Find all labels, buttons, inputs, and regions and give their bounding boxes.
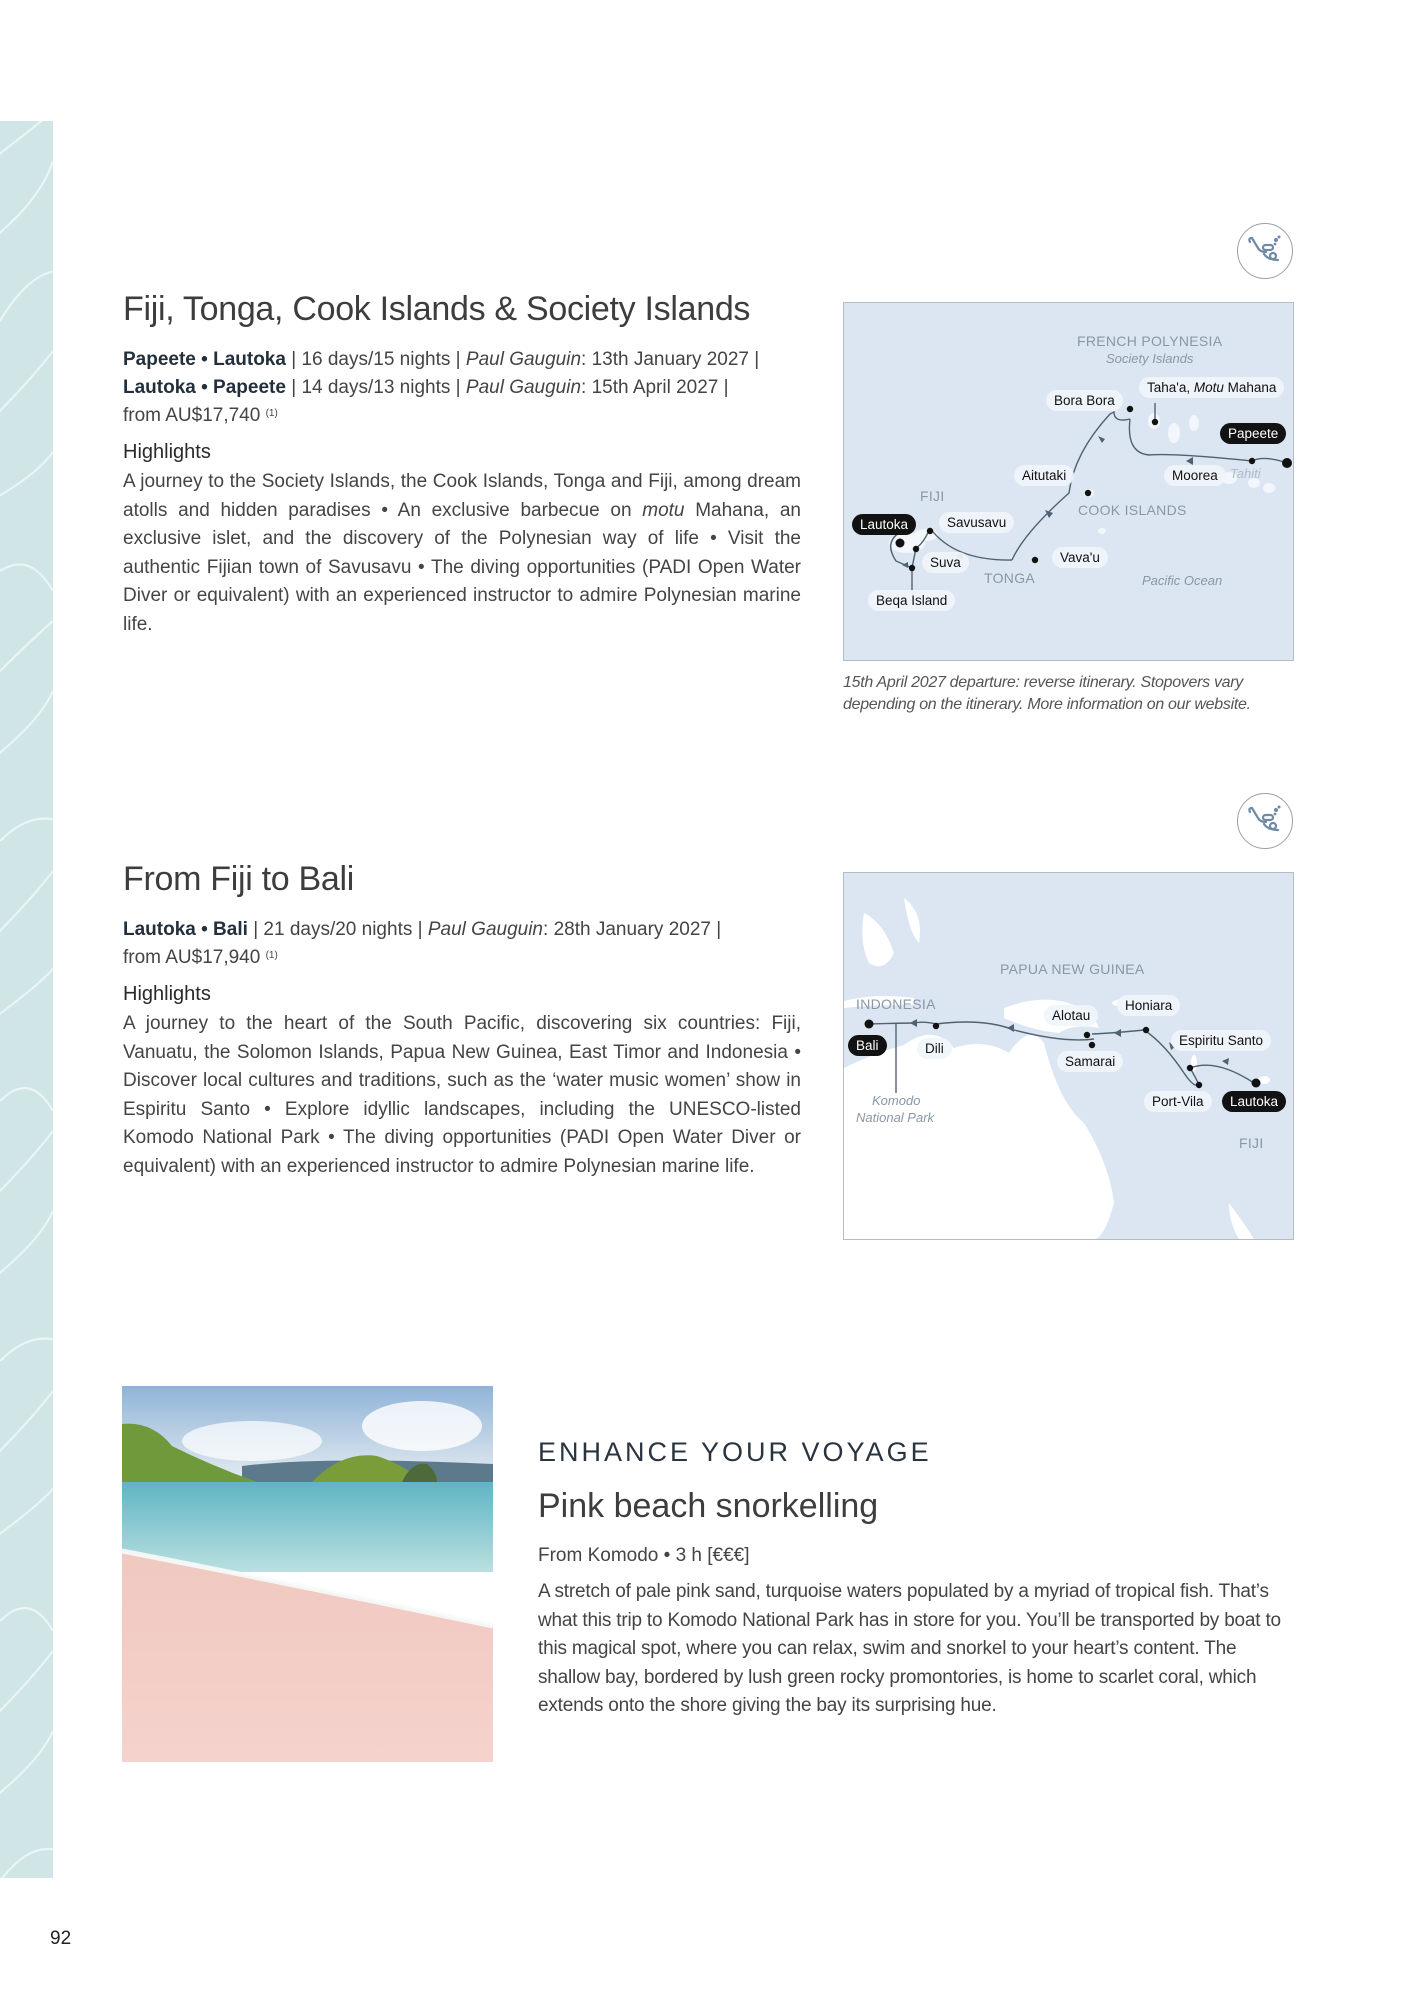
- map-port-lautoka: Lautoka: [1222, 1091, 1286, 1112]
- map-port-vavau: Vava'u: [1052, 547, 1108, 568]
- cruise1-title: Fiji, Tonga, Cook Islands & Society Islands: [123, 290, 751, 328]
- cruise1-route-line-1: Papeete • Lautoka | 16 days/15 nights | Paul Gauguin: 13th January 2027 |: [123, 349, 760, 370]
- port-name-italic: Motu: [1193, 380, 1224, 395]
- leaf-pattern: [0, 121, 53, 1878]
- map-region-fiji: FIJI: [920, 488, 945, 504]
- cruise2-highlights-text: A journey to the heart of the South Pacific, discovering six countries: Fiji, Vanuatu, the Solomon Islands, Papua New Guinea, East Timor and Indonesia • Discover local cultures and traditions, such as the ‘water music women’ show in Espiritu Santo • Explore idyllic landscapes, including the UNESCO-listed Komodo National Park • The diving opportunities (PADI Open Water Diver or equivalent) with an experienced instructor to admire Polynesian marine life.: [123, 1013, 801, 1177]
- pink-beach-photo: [122, 1386, 493, 1762]
- duration: 16 days/15 nights: [301, 349, 451, 370]
- map-region-papua-new-guinea: PAPUA NEW GUINEA: [1000, 961, 1145, 977]
- enhance-meta: From Komodo • 3 h [€€€]: [538, 1545, 750, 1566]
- ship-name: Paul Gauguin: [427, 919, 544, 940]
- departure-date: : 28th January 2027 |: [543, 919, 722, 940]
- cruise1-price: [123, 402, 823, 430]
- cruise1-highlights-text: [123, 468, 801, 640]
- price-footnote: (1): [265, 950, 278, 961]
- cruise1-highlights-heading: Highlights: [123, 441, 211, 463]
- region-name: Komodo: [872, 1093, 921, 1108]
- map-port-honiara: Honiara: [1117, 995, 1180, 1016]
- cruise2-title: From Fiji to Bali: [123, 860, 355, 898]
- price: from AU$17,740: [123, 405, 261, 426]
- map-port-samarai: Samarai: [1057, 1051, 1123, 1072]
- map-region-french-polynesia: FRENCH POLYNESIA: [1077, 333, 1223, 349]
- map-port-espiritu-santo: Espiritu Santo: [1171, 1030, 1271, 1051]
- cruise1-route-line-2: Lautoka • Papeete | 14 days/13 nights | Paul Gauguin: 15th April 2027 |: [123, 377, 729, 398]
- duration: 21 days/20 nights: [263, 919, 413, 940]
- route: Papeete • Lautoka: [123, 349, 286, 370]
- cruise1-itinerary-info: [123, 346, 823, 430]
- cruise2-itinerary-info: [123, 916, 823, 972]
- port-name: Mahana: [1223, 380, 1277, 395]
- map-port-aitutaki: Aitutaki: [1014, 465, 1074, 486]
- map-region-society-islands: Society Islands: [1106, 351, 1194, 366]
- scuba-diver-icon: [1237, 223, 1293, 279]
- map-port-lautoka: Lautoka: [852, 514, 916, 535]
- price: from AU$17,940: [123, 947, 261, 968]
- enhance-title: Pink beach snorkelling: [538, 1487, 879, 1525]
- region-name: National Park: [856, 1110, 935, 1125]
- route: Lautoka • Bali: [123, 919, 248, 940]
- map-port-tahaa: [1139, 377, 1284, 398]
- page-number: 92: [50, 1928, 72, 1949]
- route: Lautoka • Papeete: [123, 377, 286, 398]
- highlights-part: A journey to the Society Islands, the Cook Islands, Tonga and Fiji, among dream atolls and hidden paradises • An exclusive barbecue on: [123, 471, 801, 521]
- decorative-side-strip: [0, 121, 53, 1878]
- map-port-alotau: Alotau: [1044, 1005, 1098, 1026]
- map-region-komodo-national-park: [872, 1093, 920, 1108]
- cruise2-price: [123, 944, 823, 972]
- map-port-dili: Dili: [917, 1038, 952, 1059]
- cruise1-map-caption: 15th April 2027 departure: reverse itinerary. Stopovers vary depending on the itinerary. More information on our website.: [843, 674, 1251, 713]
- map-port-bali: Bali: [848, 1035, 887, 1056]
- map-region-indonesia: INDONESIA: [856, 996, 936, 1012]
- map-port-moorea: Moorea: [1164, 465, 1226, 486]
- price-footnote: (1): [265, 408, 278, 419]
- scuba-diver-glyph: [1246, 234, 1284, 268]
- ship-name: Paul Gauguin: [465, 349, 582, 370]
- highlights-italic: motu: [642, 499, 685, 521]
- cruise2-highlights-heading: Highlights: [123, 983, 211, 1005]
- map-region-fiji: FIJI: [1239, 1135, 1264, 1151]
- map-port-suva: Suva: [922, 552, 969, 573]
- duration: 14 days/13 nights: [301, 377, 451, 398]
- map-port-port-vila: Port-Vila: [1144, 1091, 1212, 1112]
- cruise1-route-map: [843, 302, 1294, 661]
- enhance-description: A stretch of pale pink sand, turquoise waters populated by a myriad of tropical fish. That’s what this trip to Komodo National Park has in store for you. You’ll be transported by boat to this magical spot, where you can relax, swim and snorkel to your heart’s content. The shallow bay, bordered by lush green rocky promontories, is home to scarlet coral, which extends onto the shore giving the bay its surprising hue.: [538, 1581, 1281, 1716]
- highlights-part: Mahana, an exclusive islet, and the discovery of the Polynesian way of life • Visit the authentic Fijian town of Savusavu • The diving opportunities (PADI Open Water Diver or equivalent) with an experienced instructor to admire Polynesian marine life.: [123, 499, 801, 635]
- map-region-komodo-national-park-2: [856, 1110, 934, 1125]
- map-region-pacific-ocean: Pacific Ocean: [1142, 573, 1223, 588]
- scuba-diver-glyph: [1246, 804, 1284, 838]
- cruise2-route-line: Lautoka • Bali | 21 days/20 nights | Paul Gauguin: 28th January 2027 |: [123, 919, 722, 940]
- map-port-savusavu: Savusavu: [939, 512, 1014, 533]
- cruise2-route-map: [843, 872, 1294, 1240]
- ship-name: Paul Gauguin: [465, 377, 582, 398]
- map-region-cook-islands: COOK ISLANDS: [1078, 502, 1187, 518]
- scuba-diver-icon: [1237, 793, 1293, 849]
- map-region-tonga: TONGA: [984, 570, 1036, 586]
- port-name: Taha'a,: [1147, 380, 1194, 395]
- map-port-papeete: Papeete: [1220, 423, 1286, 444]
- map-port-bora-bora: Bora Bora: [1046, 390, 1123, 411]
- map-port-beqa-island: Beqa Island: [868, 590, 955, 611]
- enhance-kicker: ENHANCE YOUR VOYAGE: [538, 1437, 932, 1467]
- departure-date: : 13th January 2027 |: [581, 349, 760, 370]
- departure-date: : 15th April 2027 |: [581, 377, 729, 398]
- map-label-tahiti: Tahiti: [1230, 466, 1261, 481]
- beach-illustration: [122, 1386, 493, 1762]
